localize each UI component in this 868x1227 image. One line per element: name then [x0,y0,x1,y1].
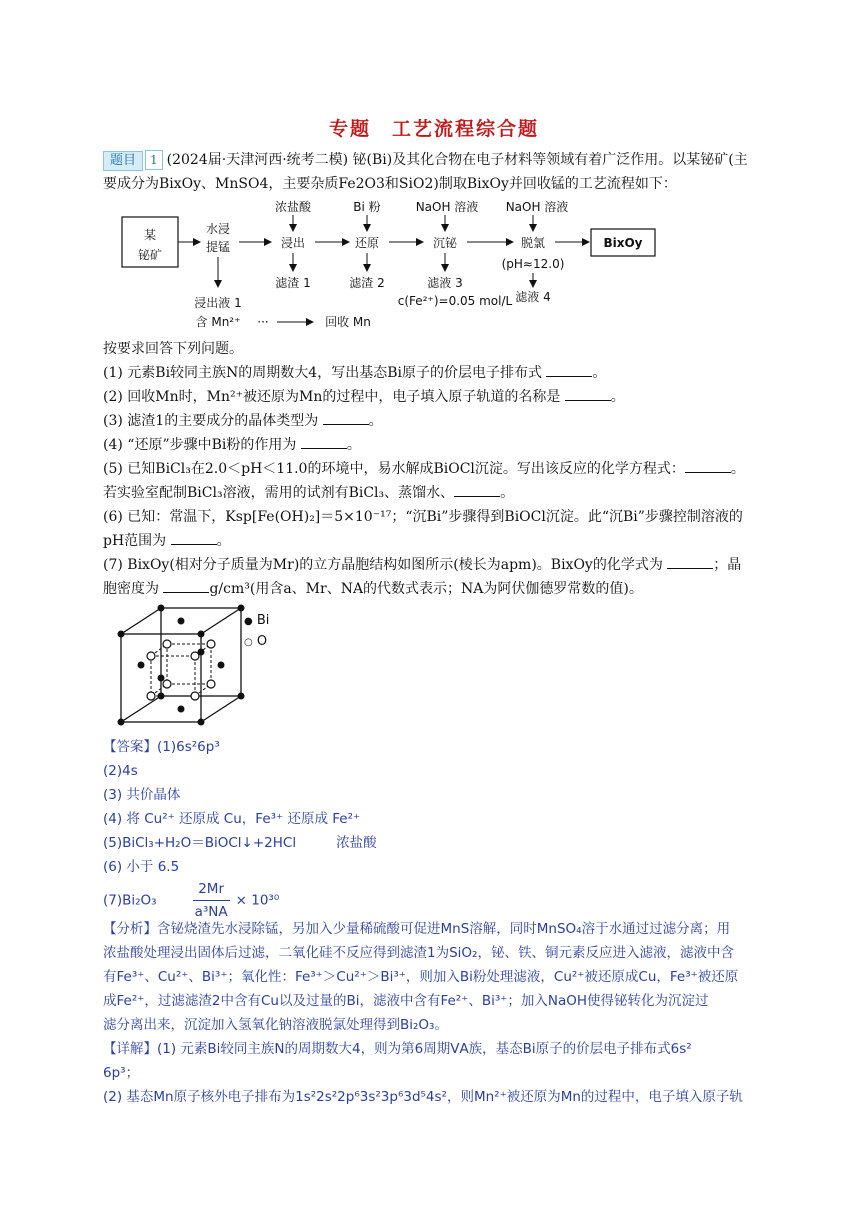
process-flow-diagram [105,197,705,337]
reagent-conc-hcl: 浓盐酸 [274,200,312,214]
step-water-leach: 水浸 [205,222,231,236]
ore-label-top: 某 [143,228,157,242]
legend-bi: Bi [256,613,270,628]
q6b: pH范围为 。 [103,530,803,552]
fe-concentration: c(Fe²⁺)=0.05 mol/L [397,294,513,308]
page-title: 专题 工艺流程综合题 [328,118,539,140]
residue-1: 滤渣 1 [275,276,311,290]
leach-liquid-1: 浸出液 1 [194,296,242,310]
answer-line-7: (7)Bi₂O₃ $\frac{2Mr}{\text{a³NA}}$ × 10³⁰ [103,878,803,923]
question-number: 1 [145,150,163,170]
answer-line-1: 【答案】(1)6s²6p³ [103,739,220,755]
filtrate-3: 滤液 3 [427,276,463,290]
q5b: 若实验室配制BiCl₃溶液，需用的试剂有BiCl₃、蒸馏水、 。 [103,482,803,504]
ph-condition: (pH≈12.0) [501,257,565,271]
unit-cell-legend: ● Bi ○ O [244,613,270,649]
step-extract-mn: 提锰 [205,240,231,254]
answer-line-3: (3) 共价晶体 [103,787,181,803]
ore-label-bottom: 铋矿 [137,248,163,262]
residue-2: 滤渣 2 [349,276,385,290]
answer-line-6: (6) 小于 6.5 [103,859,180,875]
q5: (5) 已知BiCl₃在2.0＜pH＜11.0的环境中，易水解成BiOCl沉淀。写出该反应的化学方程式： 。 [103,458,803,480]
detail-line-2: 6p³； [103,1065,140,1081]
step-precipitate-bi: 沉铋 [432,236,458,250]
answer-line-5: (5)BiCl₃+H₂O＝BiOCl↓+2HCl 浓盐酸 [103,835,377,851]
answer-line-2: (2)4s [103,763,138,779]
intro-line-2: 要成分为BixOy、MnSO4，主要杂质Fe2O3和SiO2)制取BixOy并回收锰的工艺流程如下： [103,176,677,192]
question-intro [103,148,793,196]
analysis-line-5: 滤分离出来，沉淀加入氢氧化钠溶液脱氯处理得到Bi₂O₃。 [103,1017,448,1033]
q1: (1) 元素Bi较同主族N的周期数大4，写出基态Bi原子的价层电子排布式 。 [103,362,803,384]
q6: (6) 已知：常温下，Ksp[Fe(OH)₂]＝5×10⁻¹⁷；“沉Bi”步骤得到BiOCl沉淀。此“沉Bi”步骤控制溶液的 [103,509,743,525]
q7b: 胞密度为 g/cm³(用含a、Mr、NA的代数式表示；NA为阿伏伽德罗常数的值)。 [103,578,803,600]
analysis-line-3: 有Fe³⁺、Cu²⁺、Bi³⁺；氧化性：Fe³⁺＞Cu²⁺＞Bi³⁺，则加入Bi粉处理滤液，Cu²⁺被还原成Cu，Fe³⁺被还原 [103,969,739,985]
question-tag: 题目 [103,151,143,171]
step-leach: 浸出 [280,236,306,250]
detail-line-1: 【详解】(1) 元素Bi较同主族N的周期数大4，则为第6周期ⅤA族，基态Bi原子的价层电子排布式6s² [103,1041,692,1057]
detail-line-3: (2) 基态Mn原子核外电子排布为1s²2s²2p⁶3s²3p⁶3d⁵4s²，则Mn²⁺被还原为Mn的过程中，电子填入原子轨 [103,1089,743,1105]
instructions: 按要求回答下列问题。 [103,341,243,357]
filtrate-4: 滤液 4 [515,290,551,304]
analysis-line-1: 【分析】含铋烧渣先水浸除锰，另加入少量稀硫酸可促进MnS溶解，同时MnSO₄溶于水通过过滤分离；用 [103,921,731,937]
leach-contains-mn: 含 Mn²⁺ [195,315,241,329]
q3: (3) 滤渣1的主要成分的晶体类型为 。 [103,410,803,432]
flow-dots: ··· [257,315,269,329]
reagent-naoh-1: NaOH 溶液 [415,200,479,214]
step-reduce: 还原 [354,236,380,250]
legend-o: O [256,634,268,649]
q2: (2) 回收Mn时，Mn²⁺被还原为Mn的过程中，电子填入原子轨道的名称是 。 [103,386,803,408]
analysis-line-4: 成Fe²⁺，过滤滤渣2中含有Cu以及过量的Bi，滤液中含有Fe²⁺、Bi³⁺；加入NaOH使得铋转化为沉淀过 [103,993,709,1009]
reagent-naoh-2: NaOH 溶液 [505,200,569,214]
q7: (7) BixOy(相对分子质量为Mr)的立方晶胞结构如图所示(棱长为apm)。BixOy的化学式为 ；晶 [103,554,803,576]
product-label: BixOy [603,236,643,250]
analysis-line-2: 浓盐酸处理浸出固体后过滤，二氧化硅不反应得到滤渣1为SiO₂，铋、铁、铜元素反应进入滤液，滤液中含 [103,945,734,961]
answer-line-4: (4) 将 Cu²⁺ 还原成 Cu，Fe³⁺ 还原成 Fe²⁺ [103,811,361,827]
recover-mn: 回收 Mn [325,315,371,329]
step-dechlorinate: 脱氯 [520,236,546,250]
intro-line-1: (2024届·天津河西·统考二模) 铋(Bi)及其化合物在电子材料等领域有着广泛作用。以某铋矿(主 [166,152,748,168]
reagent-bi-powder: Bi 粉 [353,200,381,214]
q4: (4) “还原”步骤中Bi粉的作用为 。 [103,434,803,456]
